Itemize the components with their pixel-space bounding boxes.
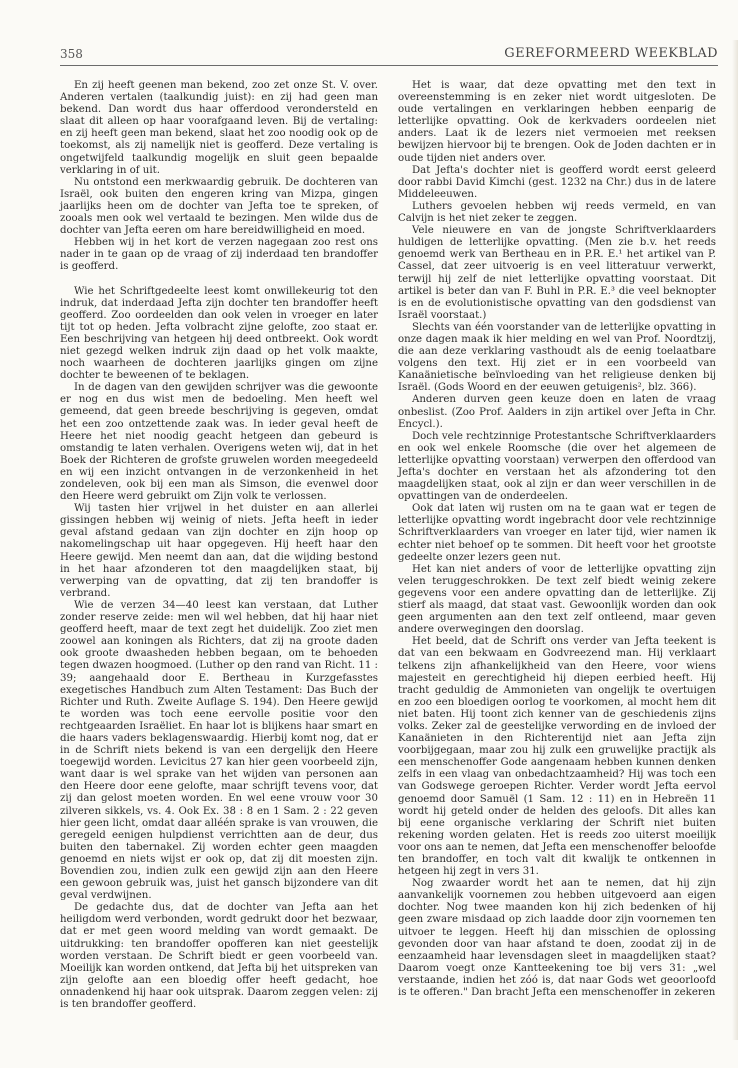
right-column xyxy=(398,80,716,999)
paragraph: Ook dat laten wij rusten om na te gaan wat er tegen de letterlijke opvatting wordt ingebracht door vele rechtzinnige Schriftverklaarders van vroeger en later tijd, wier namen ik echter niet behoef op te sommen. Dit heeft voor het grootste gedeelte onzer lezers geen nut. xyxy=(398,503,716,563)
paragraph: Dat Jefta's dochter niet is geofferd wordt eerst geleerd door rabbi David Kimchi (gest. 1232 na Chr.) dus in de latere Middeleeuwen. xyxy=(398,164,716,200)
paragraph: Het is waar, dat deze opvatting met den text in overeenstemming is en zeker niet wordt uitgesloten. De oude vertalingen en verklaringen hebben eenparig de letterlijke opvatting. Ook de kerkvaders oordeelen niet anders. Laat ik de lezers niet vermoeien met reeksen bewijzen hiervoor bij te brengen. Ook de Joden dachten er in oude tijden niet anders over. xyxy=(398,80,716,164)
paragraph: Nu ontstond een merkwaardig gebruik. De dochteren van Israël, ook buiten den engeren kring van Mizpa, gingen jaarlijks heen om de dochter van Jefta toe te spreken, of zooals men ook wel vertaald te bezingen. Men wilde dus de dochter van Jefta eeren om hare bereidwilligheid en moed. xyxy=(60,176,378,237)
paragraph: In de dagen van den gewijden schrijver was die gewoonte er nog en dus wist men de bedoeling. Men heeft wel gemeend, dat geen breede beschrijving is gegeven, omdat het een zoo ontzettende zaak was. In ieder geval heeft de Heere het niet noodig geacht hetgeen dan gebeurd is omstandig te laten verhalen. Overigens weten wij, dat in het Boek der Richteren de grofste gruwelen worden meegedeeld en wij een inzicht ontvangen in de verzonkenheid in het zondeleven, ook bij een man als Simson, die evenwel door den Heere werd gebruikt om Zijn volk te verlossen. xyxy=(60,382,378,503)
left-column xyxy=(60,80,378,1011)
paragraph: Luthers gevoelen hebben wij reeds vermeld, en van Calvijn is het niet zeker te zeggen. xyxy=(398,200,716,225)
paragraph: Wie de verzen 34—40 leest kan verstaan, dat Luther zonder reserve zeide: men wil wel hebben, dat hij haar niet geofferd heeft, maar de text zegt het duidelijk. Zoo ziet men zoowel aan koningen als Richters, dat zij na groote daden ook groote dwaasheden hebben begaan, om te behoeden tegen dwazen hoogmoed. (Luther op den rand van Richt. 11 : 39; aangehaald door E. Bertheau in Kurzgefasstes exegetisches Handbuch zum Alten Testament: Das Buch der Richter und Ruth. Zweite Auflage S. 194). Den Heere gewijd te worden was toch eene eervolle positie voor den rechtgeaarden Israëliet. En haar lot is blijkens haar smart en die haars vaders beklagenswaardig. Hierbij komt nog, dat er in de Schrift niets bekend is van een dergelijk den Heere toegewijd worden. Levicitus 27 kan hier geen voorbeeld zijn, want daar is wel sprake van het wijden van personen aan den Heere door eene gelofte, maar schrijft tevens voor, dat zij dan gelost moeten worden. En wel eene vrouw voor 30 zilveren sikkels, vs. 4. Ook Ex. 38 : 8 en 1 Sam. 2 : 22 geven hier geen licht, omdat daar alléén sprake is van vrouwen, die geregeld eenigen hulpdienst verrichtten aan de deur, dus buiten den tabernakel. Zij worden echter geen maagden genoemd en niets wijst er ook op, dat zij dit moesten zijn. Bovendien zou, indien zulk een gewijd zijn aan den Heere een gewoon gebruik was, juist het gansch bijzondere van dit geval verdwijnen. xyxy=(60,599,378,902)
paragraph: Nog zwaarder wordt het aan te nemen, dat hij zijn aanvankelijk voornemen zou hebben uitgevoerd aan eigen dochter. Nog twee maanden kon hij zich bedenken of hij geen zware misdaad op zich laadde door zijn voornemen ten uitvoer te leggen. Heeft hij dan misschien de oplossing gevonden door van haar afstand te doen, zoodat zij in de eenzaamheid haar levensdagen sleet in maagdelijken staat? Daarom voegt onze Kantteekening toe bij vers 31: „wel verstaande, indien het zóó is, dat naar Gods wet geoorloofd is te offeren." Dan bracht Jefta een menschenoffer in zekeren xyxy=(398,878,716,999)
paragraph: Vele nieuwere en van de jongste Schriftverklaarders huldigen de letterlijke opvatting. (Men zie b.v. het reeds genoemd werk van Bertheau en in P.R. E.¹ het artikel van P. Cassel, dat zeer uitvoerig is en veel litteratuur verwerkt, terwijl hij zelf de niet letterlijke opvatting voorstaat. Dit artikel is beter dan van F. Buhl in P.R. E.³ die veel beknopter is en de evolutionistische opvatting van den godsdienst van Israël voorstaat.) xyxy=(398,225,716,321)
page-number: 358 xyxy=(60,47,83,61)
paragraph: Hebben wij in het kort de verzen nagegaan zoo rest ons nader in te gaan op de vraag of zij inderdaad ten brandoffer is geofferd. xyxy=(60,237,378,273)
page-header xyxy=(60,45,718,66)
page-edge-shadow xyxy=(732,40,738,1040)
paragraph: Wie het Schriftgedeelte leest komt onwillekeurig tot den indruk, dat inderdaad Jefta zijn dochter ten brandoffer heeft geofferd. Zoo oordeelden dan ook velen in vroeger en later tijt tot op heden. Jefta volbracht zijne gelofte, zoo staat er. Een beschrijving van hetgeen hij deed ontbreekt. Ook wordt niet gezegd welken indruk zijn daad op het volk maakte, noch waarheen de dochteren jaarlijks gingen om zijne dochter te beweenen of te beklagen. xyxy=(60,285,378,382)
paragraph: De gedachte dus, dat de dochter van Jefta aan het heiligdom werd verbonden, wordt gedrukt door het bezwaar, dat er met geen woord melding van wordt gemaakt. De uitdrukking: ten brandoffer opofferen kan niet geestelijk worden verstaan. De Schrift biedt er geen voorbeeld van. Moeilijk kan worden ontkend, dat Jefta bij het uitspreken van zijn gelofte aan een bloedig offer heeft gedacht, hoe onnadenkend hij haar ook uitsprak. Daarom zeggen velen: zij is ten brandoffer geofferd. xyxy=(60,902,378,1011)
paragraph: Wij tasten hier vrijwel in het duister en aan allerlei gissingen hebben wij weinig of niets. Jefta heeft in ieder geval afstand gedaan van zijn dochter en zijn hoop op nakomelingschap uit haar opgegeven. Hij heeft haar den Heere gewijd. Men neemt dan aan, dat die wijding bestond in het haar afzonderen tot den maagdelijken staat, bij verwerping van de opvatting, dat zij ten brandoffer is verbrand. xyxy=(60,503,378,599)
paragraph: Het beeld, dat de Schrift ons verder van Jefta teekent is dat van een bekwaam en Godvreezend man. Hij verklaart telkens zijn afhankelijkheid van den Heere, voor wiens majesteit en gerechtigheid hij diepen eerbied heeft. Hij tracht geduldig de Ammonieten van ongelijk te overtuigen en zoo een bloedigen oorlog te voorkomen, al mocht hem dit niet baten. Hij toont zich kenner van de geschiedenis zijns volks. Zeker zal de geestelijke verwording en de invloed der Kanaänieten in den Richterentijd niet aan Jefta zijn voorbijgegaan, maar zou hij zulk een gruwelijke practijk als een menschenoffer Gode aangenaam hebben kunnen denken zelfs in een vlaag van onbedachtzaamheid? Hij was toch een van Godswege geroepen Richter. Verder wordt Jefta eervol genoemd door Samuël (1 Sam. 12 : 11) en in Hebreën 11 wordt hij geteld onder de helden des geloofs. Dit alles kan bij eene organische verklaring der Schrift niet buiten rekening worden gelaten. Het is reeds zoo uiterst moeilijk voor ons aan te nemen, dat Jefta een menschenoffer beloofde ten brandoffer, en toch valt dit kwalijk te ontkennen in hetgeen hij zegt in vers 31. xyxy=(398,636,716,878)
paragraph: Anderen durven geen keuze doen en laten de vraag onbeslist. (Zoo Prof. Aalders in zijn artikel over Jefta in Chr. Encycl.). xyxy=(398,394,716,430)
paragraph: Doch vele rechtzinnige Protestantsche Schriftverklaarders en ook wel enkele Roomsche (die over het algemeen de letterlijke opvatting voorstaan) verwerpen den offerdood van Jefta's dochter en verstaan het als afzondering tot den maagdelijken staat, ook al zijn er dan weer verschillen in de opvattingen van de onderdeelen. xyxy=(398,430,716,503)
paragraph: Slechts van één voorstander van de letterlijke opvatting in onze dagen maak ik hier melding en wel van Prof. Noordtzij, die aan deze verklaring vasthoudt als de eenig toelaatbare volgens den text. Hij ziet er in een voorbeeld van Kanaänietische beïnvloeding van het religieuse denken bij Israël. (Gods Woord en der eeuwen getuigenis², blz. 366). xyxy=(398,321,716,394)
paragraph: En zij heeft geenen man bekend, zoo zet onze St. V. over. Anderen vertalen (taalkundig juist): en zij had geen man bekend. Dan wordt dus haar offerdood verondersteld en slaat dit alleen op haar voorafgaand leven. Bij de vertaling: en zij heeft geen man bekend, slaat het zoo noodig ook op de toekomst, als zij namelijk niet is geofferd. Deze vertaling is ongetwijfeld taalkundig mogelijk en sluit geen bepaalde verklaring in of uit. xyxy=(60,80,378,176)
publication-title: GEREFORMEERD WEEKBLAD xyxy=(504,46,718,61)
paragraph: Het kan niet anders of voor de letterlijke opvatting zijn velen teruggeschrokken. De text zelf biedt weinig zekere gegevens voor een andere opvatting dan de letterlijke. Zij stierf als maagd, dat staat vast. Gewoonlijk worden dan ook geen argumenten aan den text zelf ontleend, maar geven andere overwegingen den doorslag. xyxy=(398,563,716,636)
